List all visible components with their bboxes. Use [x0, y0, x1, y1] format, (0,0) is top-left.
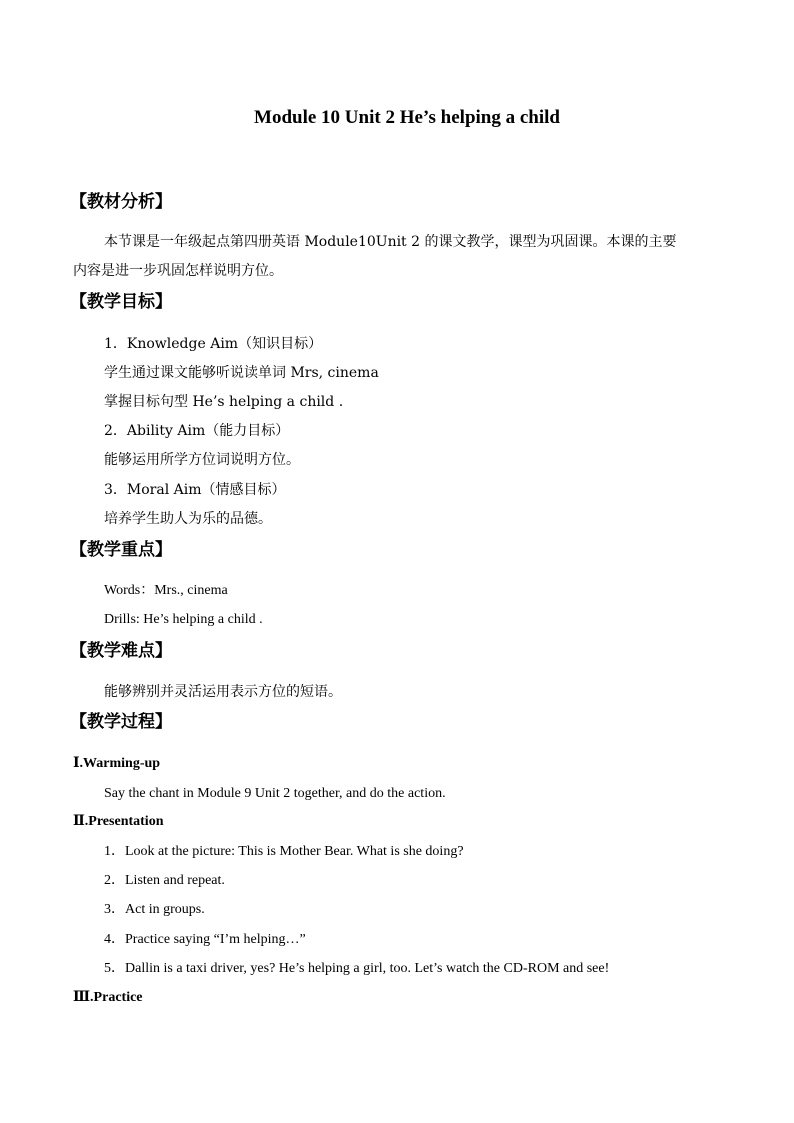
objective-item: 2．Ability Aim（能力目标） — [104, 423, 290, 439]
heading-key-points: 【教学重点】 — [70, 540, 172, 560]
key-point-item: Words：Mrs., cinema — [104, 583, 228, 598]
key-point-item: Drills: He’s helping a child . — [104, 612, 263, 627]
difficulty-item: 能够辨别并灵活运用表示方位的短语。 — [104, 684, 342, 700]
heading-difficulties: 【教学难点】 — [70, 641, 172, 661]
warming-up-text: Say the chant in Module 9 Unit 2 together, and do the action. — [104, 786, 446, 801]
heading-analysis: 【教材分析】 — [70, 192, 172, 212]
analysis-line-1: 本节课是一年级起点第四册英语 Module10Unit 2 的课文教学，课型为巩固课。本课的主要 — [104, 234, 677, 250]
objective-item: 能够运用所学方位词说明方位。 — [104, 452, 300, 468]
document-title: Module 10 Unit 2 He’s helping a child — [254, 107, 560, 128]
objective-item: 学生通过课文能够听说读单词 Mrs, cinema — [104, 365, 379, 381]
objective-item: 培养学生助人为乐的品德。 — [104, 511, 272, 527]
heading-process: 【教学过程】 — [70, 712, 172, 732]
presentation-item: 1．Look at the picture: This is Mother Bear. What is she doing? — [104, 844, 464, 859]
section-presentation: Ⅱ.Presentation — [73, 814, 164, 829]
analysis-line-2: 内容是进一步巩固怎样说明方位。 — [73, 263, 283, 279]
objective-item: 1．Knowledge Aim（知识目标） — [104, 336, 323, 352]
presentation-item: 2．Listen and repeat. — [104, 873, 225, 888]
objective-item: 掌握目标句型 He’s helping a child . — [104, 394, 344, 410]
section-practice: Ⅲ.Practice — [73, 990, 143, 1005]
section-warming-up: Ⅰ.Warming-up — [73, 756, 161, 771]
presentation-item: 5．Dallin is a taxi driver, yes? He’s helping a girl, too. Let’s watch the CD-ROM and see! — [104, 961, 610, 976]
presentation-item: 4．Practice saying “I’m helping…” — [104, 932, 306, 947]
presentation-item: 3．Act in groups. — [104, 902, 205, 917]
heading-objectives: 【教学目标】 — [70, 292, 172, 312]
objective-item: 3．Moral Aim（情感目标） — [104, 482, 286, 498]
